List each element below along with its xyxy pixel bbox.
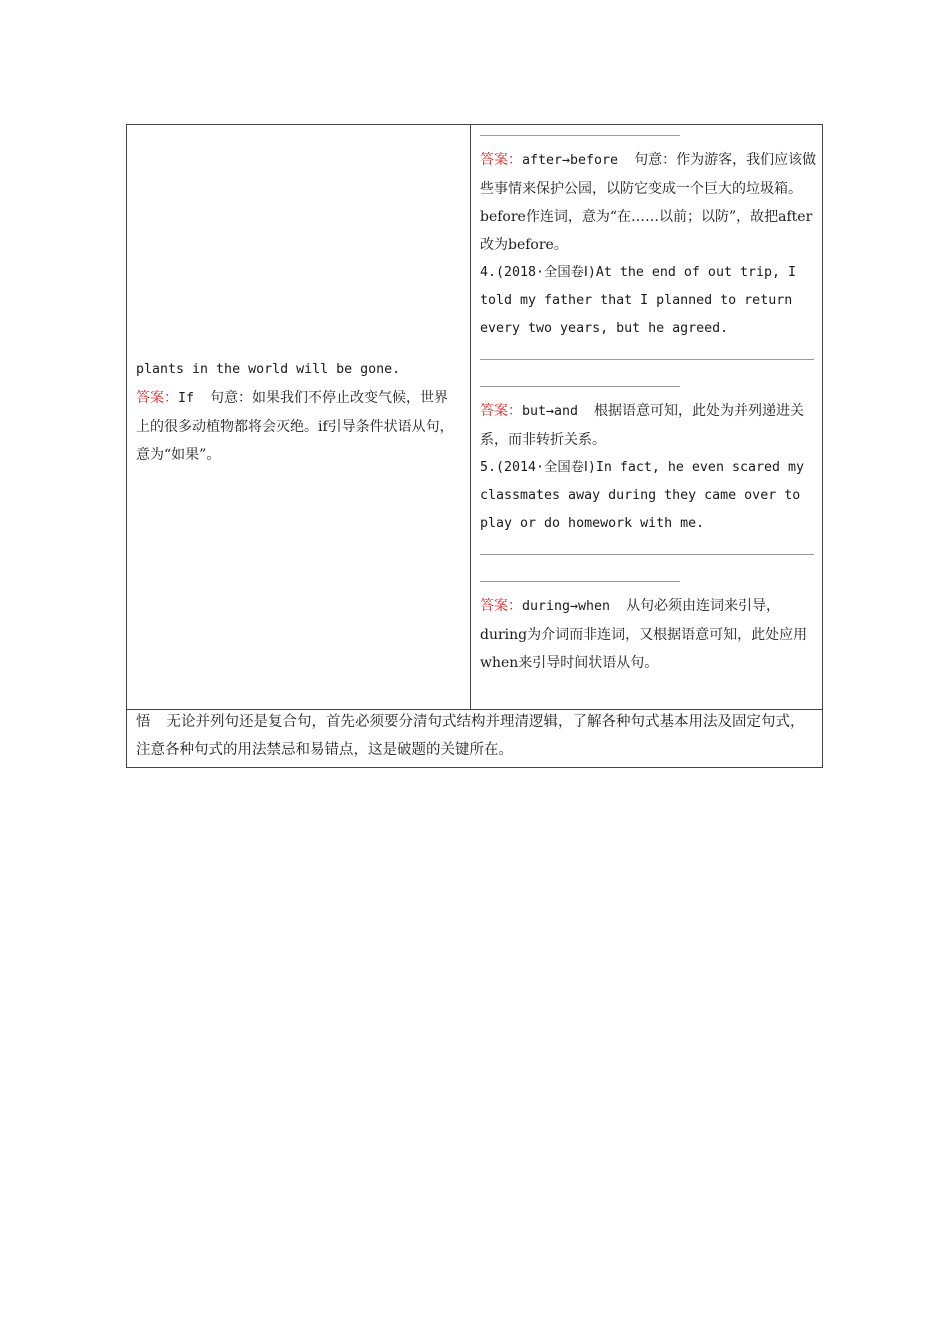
- answer-text: If: [178, 391, 195, 406]
- answer-block-4: [480, 397, 818, 454]
- answer-blank-line: [480, 581, 680, 582]
- answer-explanation: 句意：如果我们不停止改变气候，世界上的很多动植物都将会灭绝。if引导条件状语从句，意为“如果”。: [136, 390, 454, 463]
- answer-label: 答案：: [136, 390, 178, 406]
- answer-explanation: 句意：作为游客，我们应该做些事情来保护公园，以防它变成一个巨大的垃圾箱。before作连词，意为“在……以前；以防”，故把after改为before。: [480, 152, 817, 253]
- answer-label: 答案：: [480, 403, 522, 419]
- summary-text: 无论并列句还是复合句，首先必须要分清句式结构并理清逻辑，了解各种句式基本用法及固定句式，注意各种句式的用法禁忌和易错点，这是破题的关键所在。: [136, 714, 805, 758]
- answer-block-5: [480, 592, 818, 677]
- right-cell: [480, 135, 818, 677]
- answer-block-2: [136, 384, 461, 469]
- answer-explanation: 从句必须由连词来引导，during为介词而非连词，又根据语意可知，此处应用when来引导时间状语从句。: [480, 598, 808, 671]
- answer-blank-line: [480, 359, 814, 360]
- answer-text: after→before: [522, 153, 619, 168]
- answer-text: but→and: [522, 404, 579, 419]
- answer-blank-line: [480, 135, 680, 136]
- summary-cell: [136, 708, 816, 764]
- answer-blank-line: [480, 554, 814, 555]
- column-divider: [470, 125, 471, 710]
- question-5: 5.(2014·全国卷Ⅰ)In fact, he even scared my classmates away during they came over to play or do homework with me.: [480, 460, 805, 531]
- answer-label: 答案：: [480, 152, 522, 168]
- exercise-table: [126, 124, 823, 768]
- answer-explanation: 根据语意可知，此处为并列递进关系，而非转折关系。: [480, 403, 805, 448]
- left-cell: [136, 356, 461, 469]
- answer-blank-line: [480, 386, 680, 387]
- sentence-tail: plants in the world will be gone.: [136, 362, 401, 377]
- question-4: 4.(2018·全国卷Ⅰ)At the end of out trip, I told my father that I planned to return every two years, but he agreed.: [480, 265, 796, 336]
- answer-block-3: [480, 146, 818, 259]
- answer-text: during→when: [522, 599, 611, 614]
- summary-tag: 悟: [136, 714, 151, 730]
- answer-label: 答案：: [480, 598, 522, 614]
